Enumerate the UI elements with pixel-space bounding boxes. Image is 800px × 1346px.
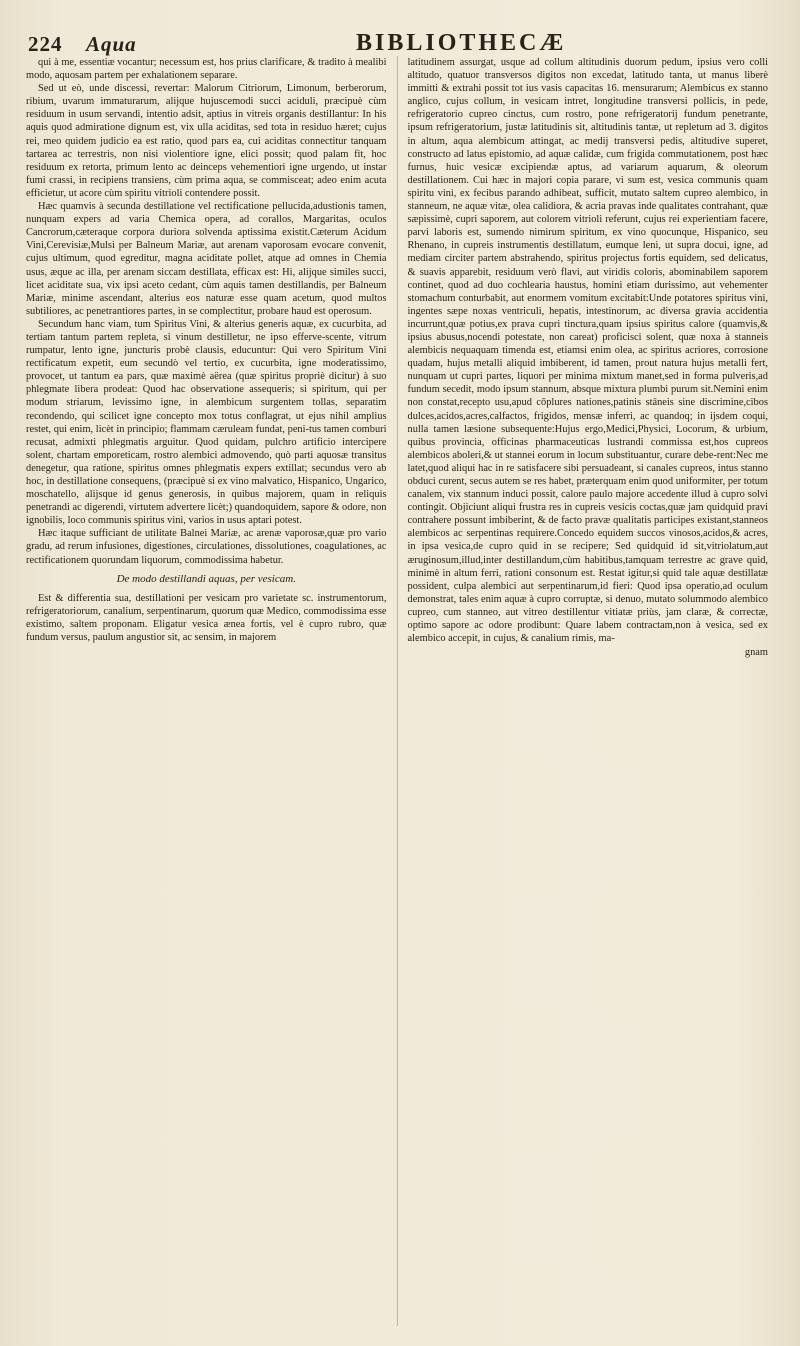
left-column [26,56,387,1326]
running-head-keyword: Aqua [86,32,137,56]
paragraph: qui à me, essentiæ vocantur; necessum est, hos prius clarificare, & tradito à mealibi modo, aquosam partem per exhalationem separare. [26,57,387,82]
paragraph: Hæc itaque sufficiant de utilitate Balnei Mariæ, ac arenæ vaporosæ,quæ pro vario gradu, ad rerum infusiones, digestiones, circulationes, dissolutiones, coagulationes, ac rectificationem quorundam liquorum, commodissima habetur. [26,528,387,566]
section-heading: De modo destillandi aquas, per vesicam. [116,572,296,585]
paragraph: latitudinem assurgat, usque ad collum altitudinis duorum pedum, ipsius vero colli altitudo, quatuor transversos digitos non excedat, latitudo tanta, ut manus liberè immitti & extrahi possit tot ius vasis capacitas 16. mensurarum; Alembicus ex stanno anglico, cujus collum, in vesicam intret, longitudine transversi pollicis, in pede, refrigeratorio cupreo cinctus, cum rostro, pone refrigeratorij fundum penetrante, ipsum refrigeratorium, justæ latitudinis sit, altitudinis tantæ, ut repletum ad 3. digitos in altum, aqua alembicum attingat, ac medij transversi pedis, altitudive superet, constructo ad latus epistomio, ad aquæ calidæ, cum frigida commutationem, post hæc furnus, huic vesicæ excipiendæ aptus, ad variarum aquarum, & oleorum destillationem. Cui hæc in majori copia parare, vi sum est, vesica communis quam spiritu vini, ex fecibus parando adhibeat, sufficit, mutato saltem cupreo alembico, in stanneum, ne aquæ vitæ, olea calidiora, & acria pravas inde qualitates contrahant, quæ sæpissimè, cupri saporem, aut colorem vitrioli referunt, cujus rei experientiam facere, parvi laboris est, sumendo nimirum spiritum, ex vino quocunque, Hispanico, seu Rhenano, in cupreis instrumentis destillatum, eumque leni, ut supra docui, igne, ad mediam circiter partem abstrahendo, spiritus projectus fortis equidem, sed delicatus, & suavis apparebit, residuum verò flavi, aut viridis coloris, abominabilem saporem continet, quod ad duo cochlearia haustus, homini etiam durissimo, aut vehementer stomachum conturbabit, aut enormem vomitum excitabit:Unde potatores spiritus vini, ingentes sæpe noxas ventriculi, hepatis, intestinorum, ac diversa gravia accidentia incurrunt,quæ potius,ex prava cupri tinctura,quam ipsius spiritus calore (quamvis,& ipsius abusus,nocendi potestate, non careat) proficisci solent, quæ noxa à stanneis alembicis nequaquam timenda est, etiamsi enim olea, ac spiritus acriores, corrosione quadam, hujus metalli aliquid imbiberent, id tamen, prout natura hujus metalli fert, nunquam ut cupri partes, liquori per minima mixtum manet,sed in forma pulveris,ad fundum secedit, modo ipsum stannum, absque mixtura plumbi purum sit.Nemini enim non constat,recepto usu,apud cōplures nationes,patinis stāneis sine discrimine,cibos dulces,acidos,acres,calfactos, frigidos, mensæ inferri, ac quandoq; in ijsdem coqui, nulla tamen læsione subsequente:Hujus ergo,Medici,Physici, Locorum, & urbium, quibus provincia, officinas pharmaceuticas lustrandi commissa est,hos cupreos alembicos aboleri,& ut stannei eorum in locum substituantur, curare debe-rent:Nec me latet,quod aliqui hac in re satisfacere sibi persuadeant, si canales cupreos, intus stanno obduci curent, secus autem se res habet, præterquam enim quod uniformiter, per totum canalem, vix stannum induci possit, calore paulo majore accedente illud à cupro solvi contingit. Objiciunt aliqui frustra res in cupreis vesicis coctas,quæ jam quidquid pravi contrahere possunt imbiberint, & de facto pravæ qualitatis participes existant,stanneos alembicos ac serpentinas requirere.Concedo equidem succos vinosos,acidos,& acres, in ipsa vesica,de cupro quid in se recipere; Sed quidquid id sit,vitriolatum,aut æruginosum,illud,inter destillandum,cùm habitibus,tamquam terrestre ac grave quid, minimè in altum ferri, rationi consonum est. Restat igitur,si quid tale aquæ destillatæ possident, culpa alembici aut serpentinarum,id fieri: Quod ipsa operatio,ad oculum demonstrat, tales enim aquæ à cupro corruptæ, si denuo, mutato solummodo alembico cupreo, cum stanneo, aut vitreo destillentur vitiatæ priùs, jam claræ, & correctæ, optimo sapore ac odore prodibunt: Quare labem contractam,non à vesica, sed ex alembico accepit, in cujus, & canalium rimis, ma- [407,57,768,645]
paragraph: Sed ut eò, unde discessi, revertar: Malorum Citriorum, Limonum, berberorum, ribium, uvarum immaturarum, alijque hujuscemodi succi aciduli, præcipuè cùm residuum in usum servandi, intentio adsit, aptius in vitreis organis destillantur: In his aquis quod admiratione dignum est, vix ulla aciditas, sed tota in residuo hæret; cujus rei, meo quidem judicio ea est ratio, quod pars ea, cui aciditas connectitur tanquam tartarea ac terrestris, non nisi violentiore igne, elici possit; quod palam fit, hoc residuum ex retorta, primum lento ac deinceps vehementiori igne urgendo, ut instar fumi crassi, in recipiens transiens, cùm prima aqua, se commisceat; adeo enim acuta efficietur, ut acore cùm spiritu vitrioli contendere possit. [26,83,387,199]
paragraph: Secundum hanc viam, tum Spiritus Vini, & alterius generis aquæ, ex cucurbita, ad tertiam tantum partem repleta, si vinum destilletur, ne ipso efferve-scente, vitrum rumpatur, lento igne, juncturis probè clausis, educuntur: Qui vero Spiritum Vini rectificatum expetit, eum secundò vel tertio, ex cucurbita, igne moderatissimo, provocet, ut tantum ea pars, quæ maximè aërea (quæ spiritus propriè dicitur) à suo phlegmate libera prodeat: Quod hac observatione assequeris; si spiritum, qui per modum striarum, levissimo igne, in alembicum surgentem tollas, separatim recondendo, qui scilicet igne concepto mox totus conflagrat, ut ejus nihil amplius restet, qui enim, licèt in principio; flammam cæruleam fundat, peni-tus tamen comburi recusat, admixti phlegmatis arguitur. Quod quidam, pulchro artificio intercipere solent, chartam emporeticam, rostro alembici admovendo, quò parti aquosæ transitus denegetur, qua ratione, spiritus omnes phlegmatis expers extillat; secundus vero ab hoc, in destillatione consequens, (præcipuè si ex vino malvatico, Hispanico, Ungarico, moschatello, alijsque id genus generosis, in quibus majorem, quam in reliquis penetrandi ac digerendi, virtutem advertere licèt;) quandoquidem, sapore & odore, non ignobilis, loco communis spiritus vini, varios in usus aptari potest. [26,318,387,527]
running-head-title: BIBLIOTHECÆ [356,30,567,56]
catchword: gnam [744,647,768,659]
paragraph: Hæc quamvis à secunda destillatione vel rectificatione pellucida,adustionis tamen, nunquam expers ad varia Chemica opera, ad corallos, Margaritas, oculos Cancrorum,cæteraque corpora duriora solvenda aptissima existit.Cæterum Acidum Vini,Cerevisiæ,Mulsi per Balneum Mariæ, aut arenam vaporosam evocare convenit, cujus ultimum, quod egreditur, magna aciditate pollet, atque ad omnes in Chemia usus, æque ac illa, per arenam siccam destillata, efficax est: Hi, alijque similes succi, licet aciditate sua, vix ipsi aceto cedant, cùm aquis tamen destillandis, per Balneum Mariæ, minime ascendant, alterius eos naturæ esse quam acetum, quod multos subtiliores, ac penetrantiores partes, in se complectitur, probare haud est operosum. [26,201,387,317]
page-number: 224 [28,32,63,56]
running-head [26,30,768,58]
paragraph: Est & differentia sua, destillationi per vesicam pro varietate sc. instrumentorum, refrigeratoriorum, canalium, serpentinarum, quorum quæ Medico, commodissima esse existimo, saltem proponam. Eligatur vesica ænea fortis, vel è cupro rubro, quæ fundum versus, paulum angustior sit, ac sensim, in majorem [26,592,387,644]
right-column [397,56,769,1326]
text-columns [26,56,768,1326]
